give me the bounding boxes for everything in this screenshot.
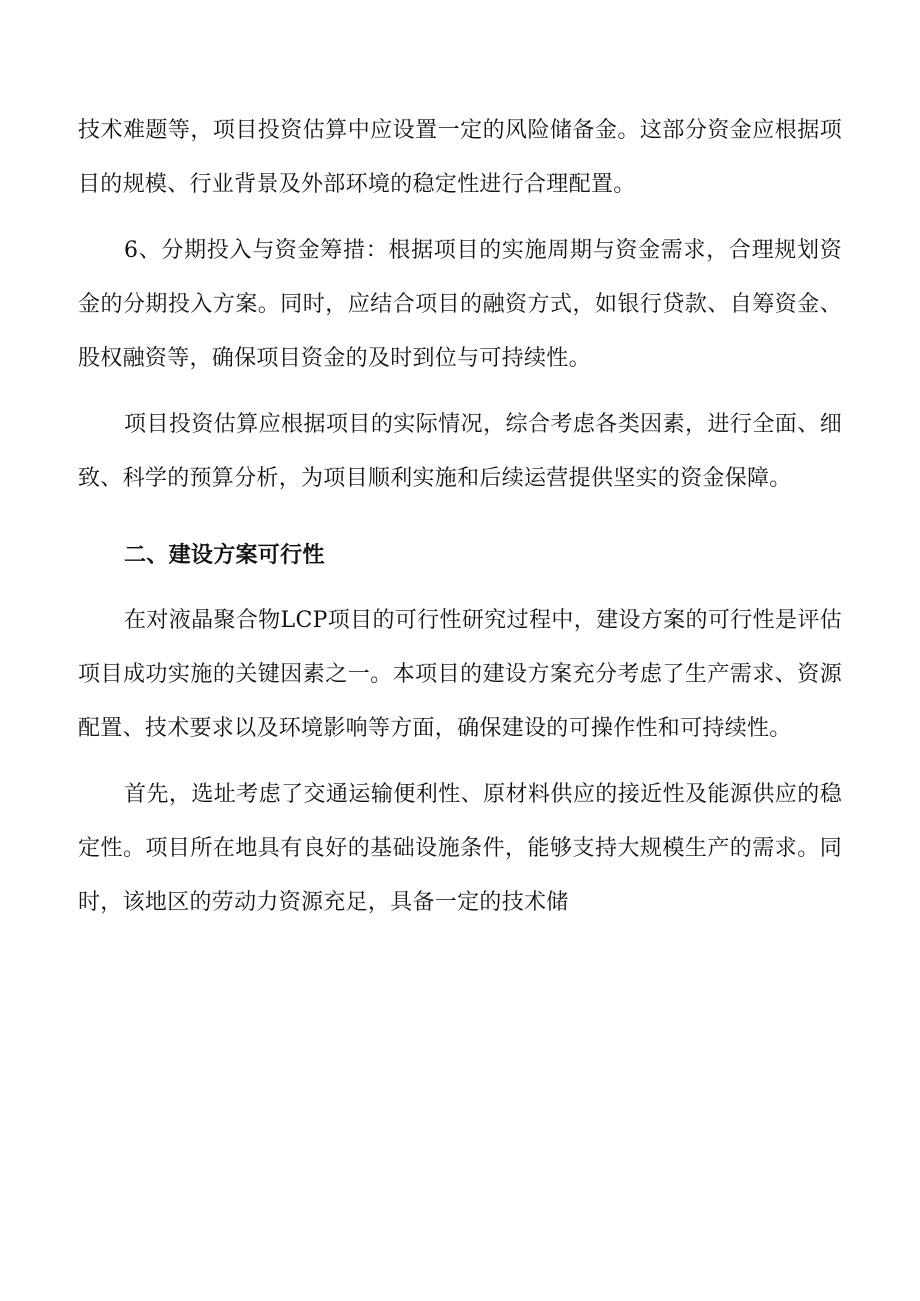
section-heading: 二、建设方案可行性 [124,542,325,568]
paragraph-site-selection: 首先，选址考虑了交通运输便利性、原材料供应的接近性及能源供应的稳定性。项目所在地具有良好的基础设施条件，能够支持大规模生产的需求。同时，该地区的劳动力资源充足，具备一定的技术储 [78,782,842,915]
document-page [78,104,842,930]
paragraph-phased-investment: 6、分期投入与资金筹措：根据项目的实施周期与资金需求，合理规划资金的分期投入方案。同时，应结合项目的融资方式，如银行贷款、自筹资金、股权融资等，确保项目资金的及时到位与可持续性。 [78,238,842,371]
paragraph-investment-summary: 项目投资估算应根据项目的实际情况，综合考虑各类因素，进行全面、细致、科学的预算分析，为项目顺利实施和后续运营提供坚实的资金保障。 [78,412,842,491]
paragraph-continued: 技术难题等，项目投资估算中应设置一定的风险储备金。这部分资金应根据项目的规模、行业背景及外部环境的稳定性进行合理配置。 [78,118,842,197]
paragraph-feasibility-intro: 在对液晶聚合物LCP项目的可行性研究过程中，建设方案的可行性是评估项目成功实施的关键因素之一。本项目的建设方案充分考虑了生产需求、资源配置、技术要求以及环境影响等方面，确保建设的可操作性和可持续性。 [78,608,842,741]
